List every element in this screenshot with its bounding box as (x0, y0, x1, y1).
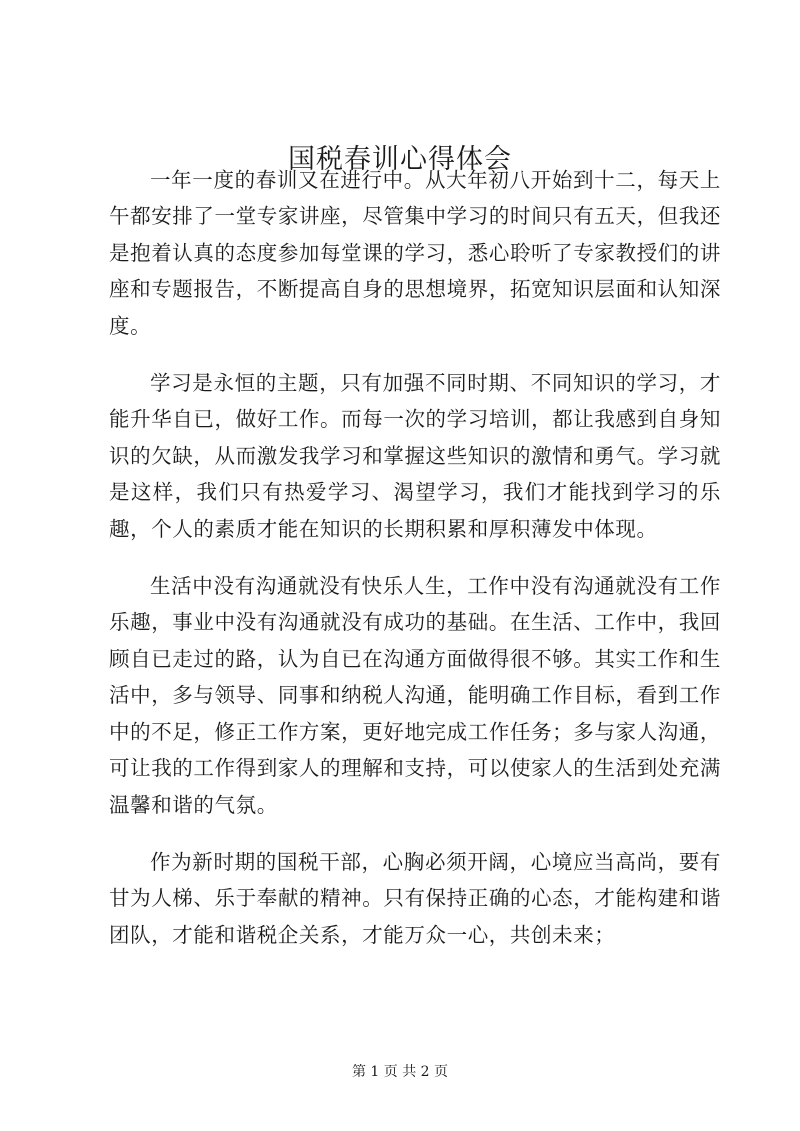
paragraph-3: 生活中没有沟通就没有快乐人生，工作中没有沟通就没有工作乐趣，事业中没有沟通就没有成功的基础。在生活、工作中，我回顾自已走过的路，认为自已在沟通方面做得很不够。其实工作和生活中，多与领导、同事和纳税人沟通，能明确工作目标，看到工作中的不足，修正工作方案，更好地完成工作任务；多与家人沟通，可让我的工作得到家人的理解和支持，可以使家人的生活到处充满温馨和谐的气氛。 (109, 574, 721, 817)
paragraph-4: 作为新时期的国税干部，心胸必须开阔，心境应当高尚，要有甘为人梯、乐于奉献的精神。只有保持正确的心态，才能构建和谐团队，才能和谐税企关系，才能万众一心，共创未来； (109, 849, 721, 947)
paragraph-2: 学习是永恒的主题，只有加强不同时期、不同知识的学习，才能升华自已，做好工作。而每一次的学习培训，都让我感到自身知识的欠缺，从而激发我学习和掌握这些知识的激情和勇气。学习就是这样，我们只有热爱学习、渴望学习，我们才能找到学习的乐趣，个人的素质才能在知识的长期积累和厚积薄发中体现。 (109, 371, 721, 541)
page-number-label: 第 1 页 共 2 页 (351, 1064, 449, 1080)
paragraph-1: 一年一度的春训又在进行中。从大年初八开始到十二，每天上午都安排了一堂专家讲座，尽管集中学习的时间只有五天，但我还是抱着认真的态度参加每堂课的学习，悉心聆听了专家教授们的讲座和专题报告，不断提高自身的思想境界，拓宽知识层面和认知深度。 (109, 168, 721, 338)
document-title: 国税春训心得体会 (288, 144, 512, 175)
document-body (109, 162, 721, 953)
page-footer (0, 1062, 800, 1082)
